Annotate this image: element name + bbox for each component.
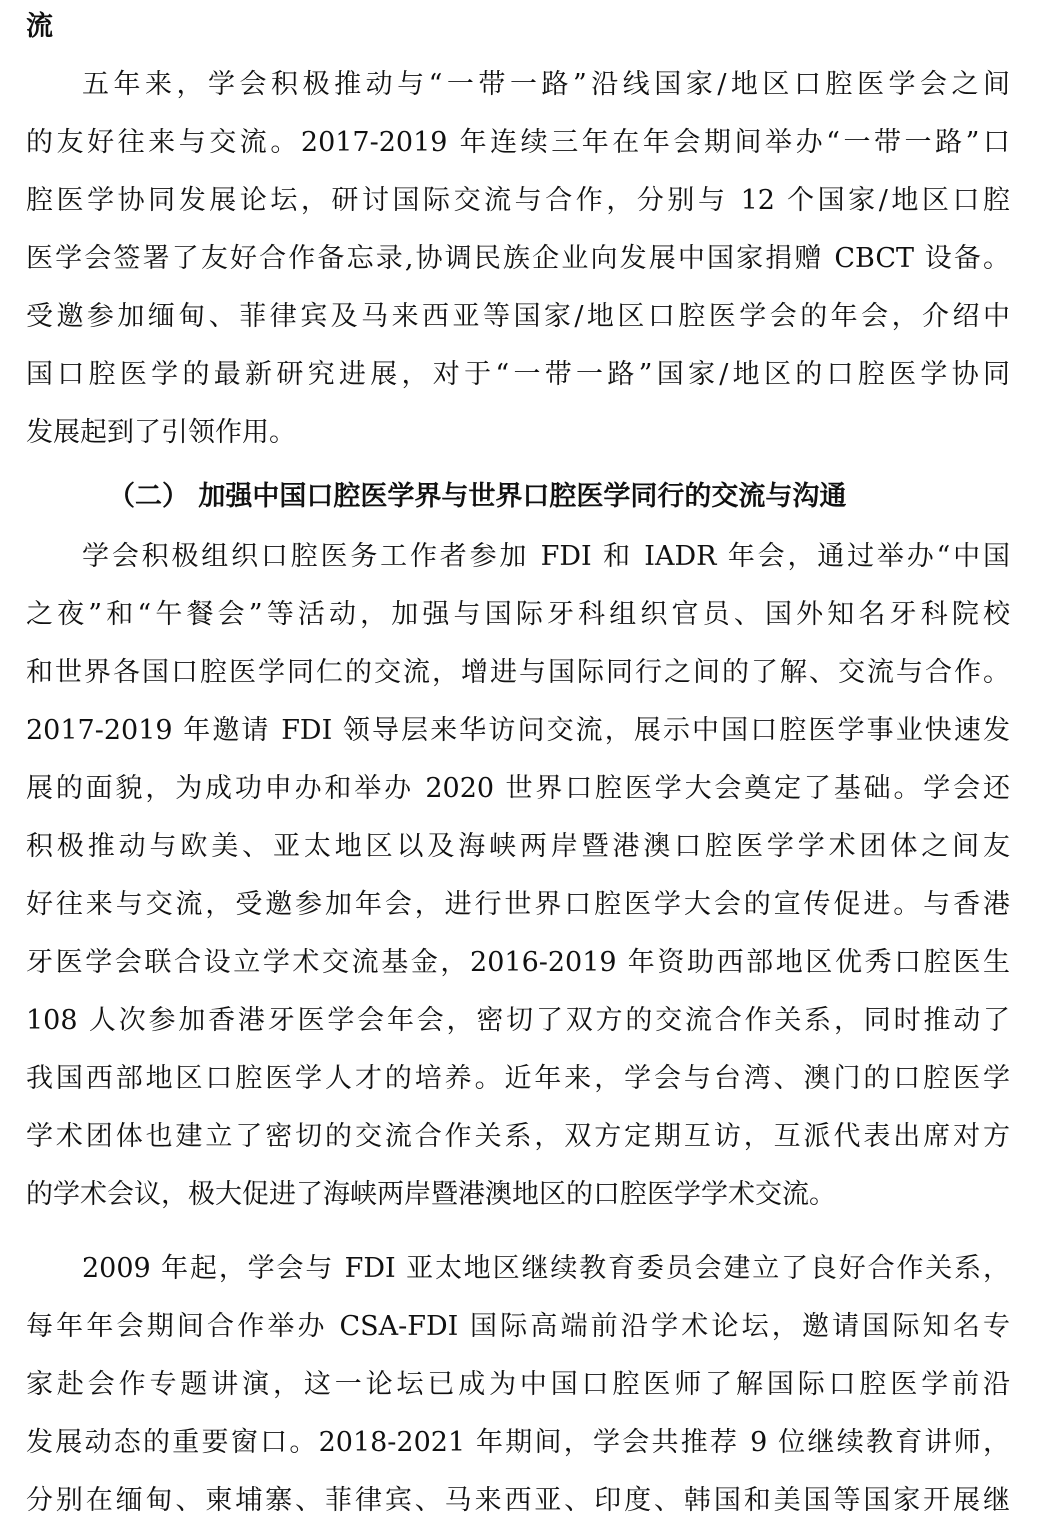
continued-text-fragment: 流 [26,11,53,42]
paragraph-line: 牙医学会联合设立学术交流基金，2016-2019 年资助西部地区优秀口腔医生 [26,947,1010,978]
paragraph-line: 我国西部地区口腔医学人才的培养。近年来，学会与台湾、澳门的口腔医学 [26,1063,1010,1094]
paragraph-line: 展的面貌，为成功申办和举办 2020 世界口腔医学大会奠定了基础。学会还 [26,773,1010,804]
paragraph-line: 分别在缅甸、柬埔寨、菲律宾、马来西亚、印度、韩国和美国等国家开展继 [26,1485,1010,1516]
paragraph-line: 2017-2019 年邀请 FDI 领导层来华访问交流，展示中国口腔医学事业快速发 [26,715,1010,746]
paragraph-line: 学会积极组织口腔医务工作者参加 FDI 和 IADR 年会，通过举办“中国 [82,541,1010,572]
paragraph-line: 发展起到了引领作用。 [26,417,296,448]
paragraph-line: 的学术会议，极大促进了海峡两岸暨港澳地区的口腔医学学术交流。 [26,1179,836,1210]
paragraph-line: 之夜”和“午餐会”等活动，加强与国际牙科组织官员、国外知名牙科院校 [26,599,1010,630]
paragraph-line: 腔医学协同发展论坛，研讨国际交流与合作，分别与 12 个国家/地区口腔 [26,185,1010,216]
paragraph-line: 发展动态的重要窗口。2018-2021 年期间，学会共推荐 9 位继续教育讲师， [26,1427,1010,1458]
paragraph-line: 受邀参加缅甸、菲律宾及马来西亚等国家/地区口腔医学会的年会，介绍中 [26,301,1010,332]
paragraph-line: 国口腔医学的最新研究进展，对于“一带一路”国家/地区的口腔医学协同 [26,359,1010,390]
paragraph-line: 108 人次参加香港牙医学会年会，密切了双方的交流合作关系，同时推动了 [26,1005,1010,1036]
paragraph-line: 家赴会作专题讲演，这一论坛已成为中国口腔医师了解国际口腔医学前沿 [26,1369,1010,1400]
paragraph-line: 积极推动与欧美、亚太地区以及海峡两岸暨港澳口腔医学学术团体之间友 [26,831,1010,862]
paragraph-line: 每年年会期间合作举办 CSA-FDI 国际高端前沿学术论坛，邀请国际知名专 [26,1311,1010,1342]
section-heading: （二） 加强中国口腔医学界与世界口腔医学同行的交流与沟通 [108,481,847,512]
paragraph-line: 医学会签署了友好合作备忘录,协调民族企业向发展中国家捐赠 CBCT 设备。 [26,243,1010,274]
paragraph-line: 和世界各国口腔医学同仁的交流，增进与国际同行之间的了解、交流与合作。 [26,657,1010,688]
paragraph-line: 的友好往来与交流。2017-2019 年连续三年在年会期间举办“一带一路”口 [26,127,1010,158]
paragraph-line: 2009 年起，学会与 FDI 亚太地区继续教育委员会建立了良好合作关系， [82,1253,1010,1284]
paragraph-line: 学术团体也建立了密切的交流合作关系，双方定期互访，互派代表出席对方 [26,1121,1010,1152]
paragraph-line: 好往来与交流，受邀参加年会，进行世界口腔医学大会的宣传促进。与香港 [26,889,1010,920]
paragraph-line: 五年来，学会积极推动与“一带一路”沿线国家/地区口腔医学会之间 [82,69,1010,100]
